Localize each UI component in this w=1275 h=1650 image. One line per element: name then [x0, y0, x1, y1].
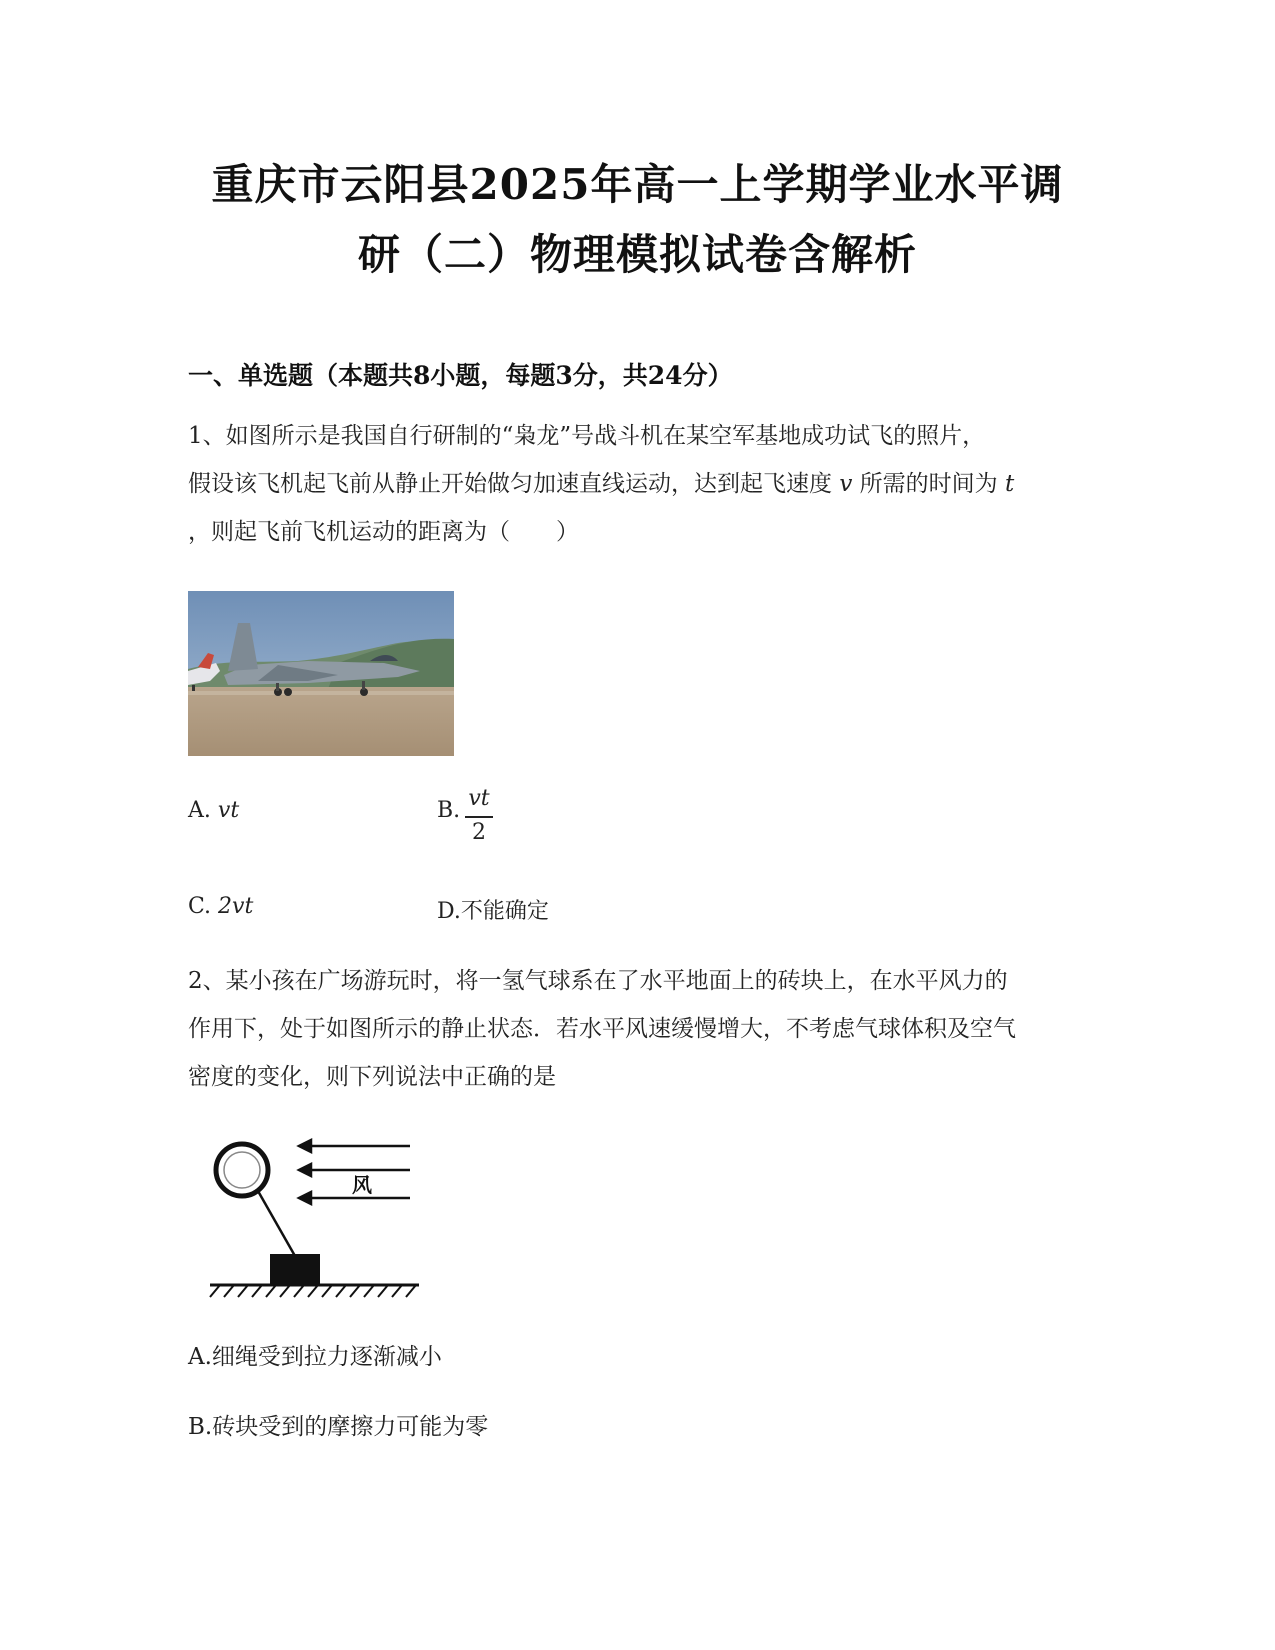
q1-text-line1: 1、如图所示是我国自行研制的“枭龙”号战斗机在某空军基地成功试飞的照片，	[188, 423, 986, 449]
q2-text-line2: 作用下，处于如图所示的静止状态．若水平风速缓慢增大，不考虑气球体积及空气	[188, 1016, 1016, 1042]
q1-option-d	[437, 894, 549, 925]
q1-text-line3: ，则起飞前飞机运动的距离为（ ）	[188, 519, 579, 545]
fighter-jet-photo	[188, 591, 454, 756]
q1-option-b-numerator-text: vt	[468, 786, 490, 811]
q2-option-b: B.砖块受到的摩擦力可能为零	[188, 1414, 489, 1440]
q1-text-line2-pre: 假设该飞机起飞前从静止开始做匀加速直线运动，达到起飞速度	[188, 471, 832, 497]
q1-text-line2	[188, 465, 1014, 498]
page-title-line2: 研（二）物理模拟试卷含解析	[357, 230, 917, 279]
q1-option-a-value: vt	[217, 798, 240, 823]
section-heading: 一、单选题（本题共8小题，每题3分，共24分）	[188, 361, 733, 390]
wind-label: 风	[352, 1173, 372, 1197]
q1-option-b-numerator	[463, 786, 495, 811]
q2-option-a: A.细绳受到拉力逐渐减小	[188, 1344, 442, 1370]
q1-option-d-label: D.	[437, 899, 461, 924]
q1-option-b-fraction-bar	[465, 816, 493, 818]
q1-option-c-label: C.	[188, 894, 212, 919]
page-title-line1: 重庆市云阳县2025年高一上学期学业水平调	[211, 160, 1064, 209]
q1-option-d-value: 不能确定	[460, 899, 549, 924]
q1-option-b-denominator: 2	[472, 820, 486, 845]
q1-option-a-label: A.	[188, 798, 211, 823]
balloon-wind-diagram	[205, 1125, 430, 1310]
q1-option-b-label: B.	[437, 798, 461, 823]
brick-icon	[270, 1254, 320, 1284]
q2-text-line3: 密度的变化，则下列说法中正确的是	[188, 1064, 556, 1090]
q1-text-line2-mid: 所需的时间为	[859, 471, 998, 497]
q2-text-line1: 2、某小孩在广场游玩时，将一氢气球系在了水平地面上的砖块上，在水平风力的	[188, 968, 1008, 994]
string-line	[258, 1191, 295, 1256]
q1-option-c	[188, 894, 253, 919]
q1-option-a	[188, 798, 239, 823]
q1-option-c-value: 2vt	[218, 894, 254, 919]
q1-var-v: v	[839, 471, 853, 497]
fighter-jet-illustration	[188, 591, 454, 756]
q1-var-t: t	[1004, 471, 1015, 497]
